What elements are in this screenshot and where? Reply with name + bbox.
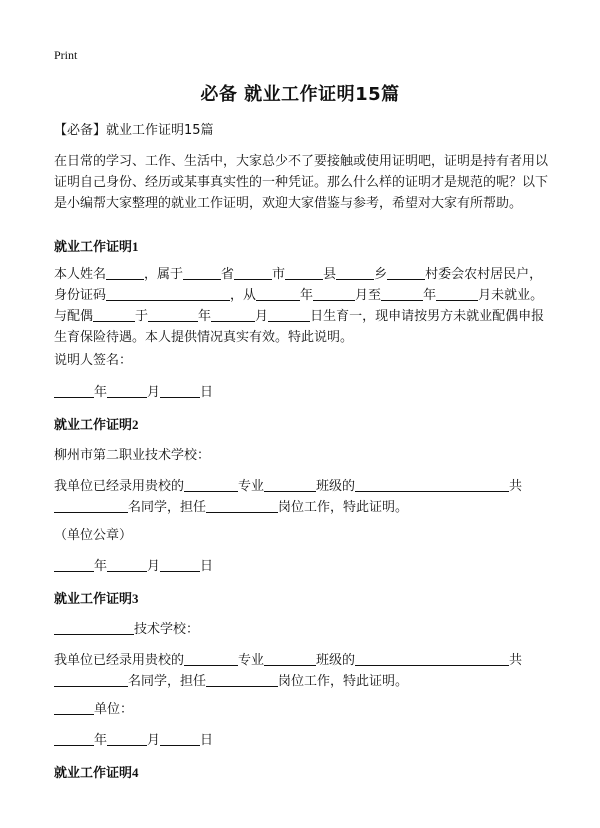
section-1-body: 本人姓名 ，属于 省 市 县 乡 村委会农村居民户，身份证码 ，从 年 月至 年 月未就业。与配偶 于 年 月 日生育一，现申请按男方未就业配偶申报生育保险待遇。本人提供情况真实有效。特此说明。: [54, 267, 545, 345]
section-heading-1: 就业工作证明1: [54, 239, 139, 254]
addressee-2: 柳州市第二职业技术学校：: [54, 448, 211, 463]
section-2-body: 我单位已经录用贵校的 专业 班级的 共 名同学，担任 岗位工作，特此证明。: [54, 479, 523, 515]
document-title: 必备 就业工作证明15篇: [200, 84, 400, 105]
section-heading-4: 就业工作证明4: [54, 765, 139, 780]
unit-seal-label: （单位公章）: [54, 528, 133, 543]
intro-paragraph: 在日常的学习、工作、生活中，大家总少不了要接触或使用证明吧，证明是持有者用以证明自己身份、经历或某事真实性的一种凭证。那么什么样的证明才是规范的呢？以下是小编帮大家整理的就业工作证明，欢迎大家借鉴与参考，希望对大家有所帮助。: [54, 154, 549, 211]
signature-label: 说明人签名：: [54, 353, 133, 368]
subtitle: 【必备】就业工作证明15篇: [54, 123, 214, 138]
section-3-body: 我单位已经录用贵校的 专业 班级的 共 名同学，担任 岗位工作，特此证明。: [54, 653, 523, 689]
print-label: Print: [54, 48, 78, 62]
date-line-2: 年 月 日: [54, 556, 550, 577]
date-line-1: 年 月 日: [54, 382, 550, 403]
date-line-3: 年 月 日: [54, 730, 550, 751]
addressee-3: 技术学校：: [54, 619, 550, 640]
unit-label: 单位：: [54, 699, 550, 720]
section-heading-3: 就业工作证明3: [54, 591, 139, 606]
section-heading-2: 就业工作证明2: [54, 417, 139, 432]
